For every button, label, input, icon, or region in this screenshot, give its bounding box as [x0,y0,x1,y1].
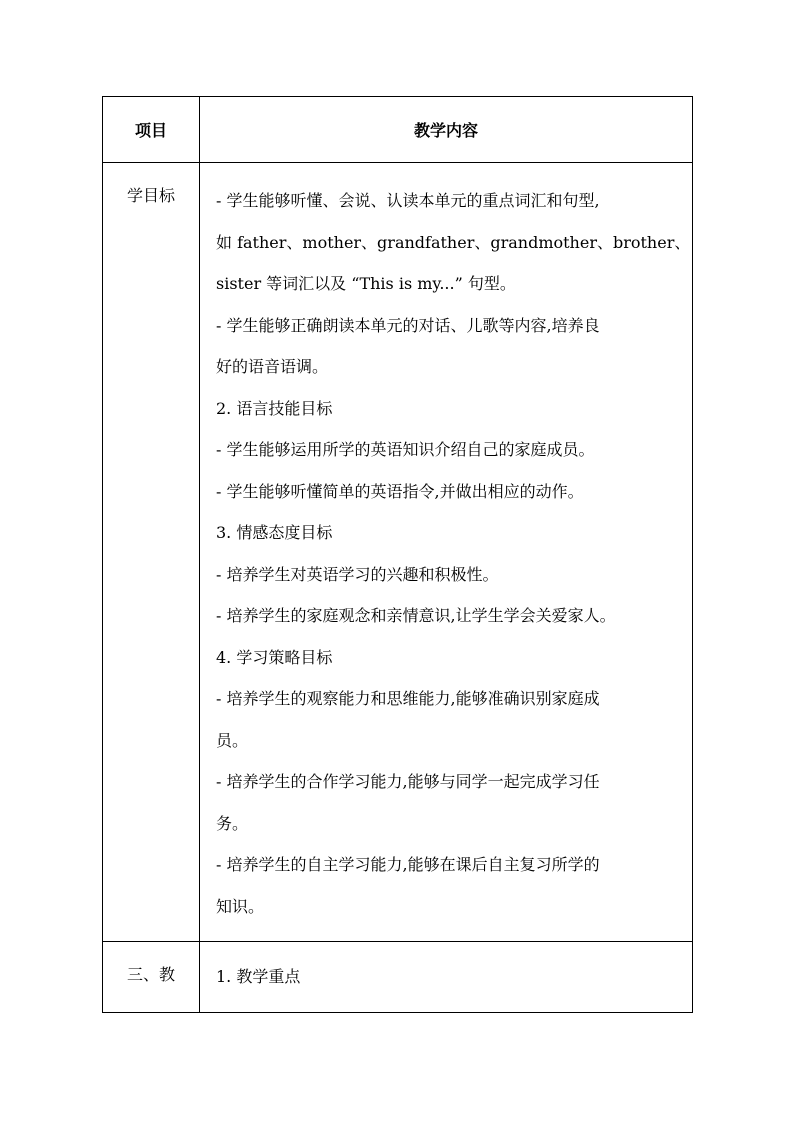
content-line: - 培养学生的合作学习能力,能够与同学一起完成学习任 [216,772,600,791]
section-heading-language-skills: 2. 语言技能目标 [216,398,333,418]
row-label-cell [103,942,200,1013]
content-line: 员。 [216,730,249,750]
content-line: - 学生能够听懂、会说、认读本单元的重点词汇和句型, [216,191,600,210]
content-line: 如 father、mother、grandfather、grandmother、brother、 [216,232,691,252]
content-line: 知识。 [216,896,265,916]
row-label: 学目标 [126,186,175,205]
row-label: 三、教 [126,965,175,984]
content-line: - 学生能够正确朗读本单元的对话、儿歌等内容,培养良 [216,315,600,335]
content-line: - 培养学生的家庭观念和亲情意识,让学生学会关爱家人。 [216,606,616,625]
content-line: - 培养学生的自主学习能力,能够在课后自主复习所学的 [216,855,600,874]
content-line: - 培养学生的观察能力和思维能力,能够准确识别家庭成 [216,689,600,708]
section-heading-emotional-attitude: 3. 情感态度目标 [216,523,333,542]
content-line: 务。 [216,813,249,833]
content-line: - 培养学生对英语学习的兴趣和积极性。 [216,564,499,584]
table-row [103,942,693,1013]
content-line: - 学生能够听懂简单的英语指令,并做出相应的动作。 [216,481,584,501]
header-item-cell: 项目 [103,97,200,163]
row-content-cell [200,942,693,1013]
section-heading-learning-strategy: 4. 学习策略目标 [216,647,333,667]
table-header-row [103,97,693,163]
content-line: 好的语音语调。 [216,357,329,376]
row-content-cell [200,163,693,942]
section-heading-teaching-focus: 1. 教学重点 [216,967,301,986]
content-line: - 学生能够运用所学的英语知识介绍自己的家庭成员。 [216,440,595,459]
lesson-plan-table [102,96,693,1013]
header-content-cell: 教学内容 [200,97,693,163]
row-label-cell [103,163,200,942]
content-line: sister 等词汇以及 “This is my...” 句型。 [216,274,516,293]
table-row [103,163,693,942]
